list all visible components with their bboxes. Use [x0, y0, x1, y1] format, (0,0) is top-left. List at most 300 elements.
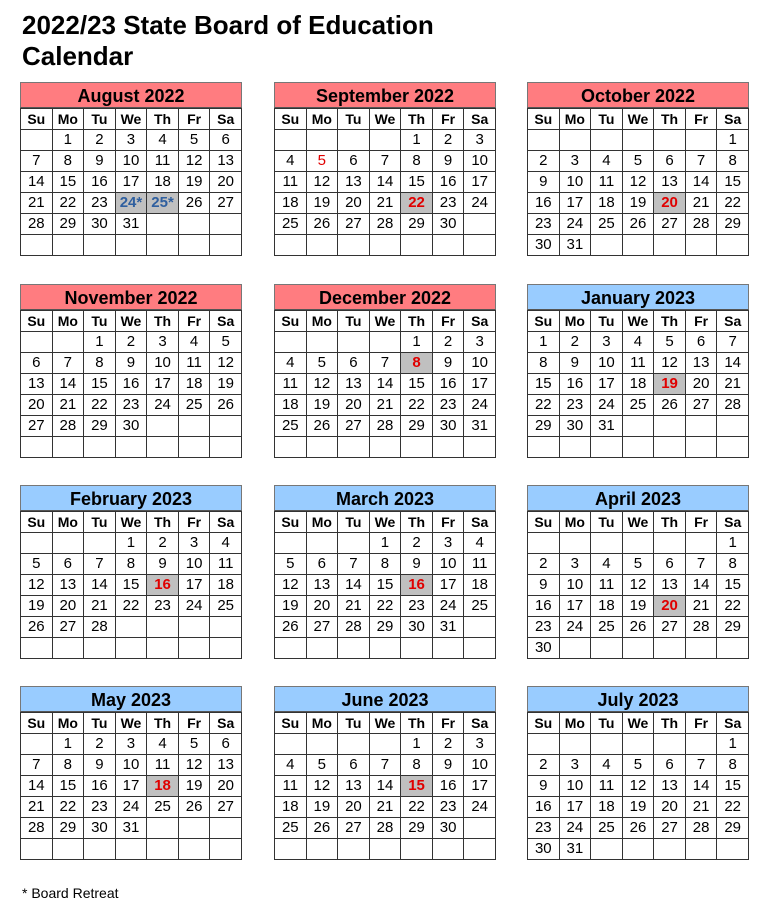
day-cell: 29 — [84, 416, 116, 437]
empty-cell — [528, 130, 560, 151]
empty-cell — [275, 235, 307, 256]
empty-cell — [147, 235, 179, 256]
weekday-label: Sa — [464, 311, 496, 332]
empty-cell — [178, 617, 210, 638]
day-cell: 8 — [717, 755, 749, 776]
day-cell: 9 — [401, 554, 433, 575]
day-cell: 6 — [306, 554, 338, 575]
month-header: September 2022 — [274, 82, 496, 108]
day-cell: 30 — [559, 416, 591, 437]
day-cell: 6 — [52, 554, 84, 575]
day-cell: 24 — [147, 395, 179, 416]
day-cell: 19 — [210, 374, 242, 395]
day-cell: 2 — [559, 332, 591, 353]
day-cell: 15 — [115, 575, 147, 596]
empty-cell — [654, 416, 686, 437]
day-cell: 28 — [369, 818, 401, 839]
day-cell: 23 — [528, 617, 560, 638]
day-cell: 30 — [432, 214, 464, 235]
empty-cell — [210, 416, 242, 437]
empty-cell — [52, 332, 84, 353]
day-cell: 22 — [84, 395, 116, 416]
day-cell: 7 — [21, 151, 53, 172]
day-cell: 21 — [369, 193, 401, 214]
day-cell: 21 — [52, 395, 84, 416]
day-cell: 18 — [210, 575, 242, 596]
month-header: May 2023 — [20, 686, 242, 712]
month-calendar — [20, 82, 242, 256]
empty-cell — [178, 416, 210, 437]
day-cell: 20 — [306, 596, 338, 617]
day-cell: 11 — [178, 353, 210, 374]
day-cell: 4 — [591, 151, 623, 172]
day-cell: 26 — [178, 797, 210, 818]
empty-cell — [685, 437, 717, 458]
day-cell: 27 — [338, 416, 370, 437]
weekday-label: Fr — [685, 311, 717, 332]
empty-cell — [84, 638, 116, 659]
day-cell: 30 — [401, 617, 433, 638]
day-cell: 23 — [432, 193, 464, 214]
day-cell: 28 — [369, 214, 401, 235]
empty-cell — [717, 839, 749, 860]
day-cell: 14 — [717, 353, 749, 374]
day-cell: 8 — [717, 554, 749, 575]
day-cell: 13 — [338, 776, 370, 797]
day-cell: 13 — [654, 575, 686, 596]
empty-cell — [464, 638, 496, 659]
day-cell: 31 — [559, 235, 591, 256]
day-cell: 5 — [21, 554, 53, 575]
day-cell: 17 — [178, 575, 210, 596]
empty-cell — [275, 130, 307, 151]
weekday-label: Su — [275, 512, 307, 533]
day-cell: 16 — [115, 374, 147, 395]
month-calendar — [20, 284, 242, 458]
day-cell: 14 — [84, 575, 116, 596]
day-cell: 22 — [717, 797, 749, 818]
day-cell: 14 — [369, 374, 401, 395]
day-cell: 10 — [464, 353, 496, 374]
day-cell: 8 — [52, 151, 84, 172]
empty-cell — [591, 235, 623, 256]
day-cell: 8 — [717, 151, 749, 172]
day-cell: 6 — [210, 734, 242, 755]
day-cell: 4 — [591, 554, 623, 575]
day-cell: 8 — [52, 755, 84, 776]
day-cell: 17 — [432, 575, 464, 596]
empty-cell — [432, 235, 464, 256]
day-cell: 7 — [52, 353, 84, 374]
day-cell: 22 — [401, 193, 433, 214]
day-cell: 8 — [528, 353, 560, 374]
month-calendar — [527, 284, 749, 458]
weekday-label: Tu — [591, 512, 623, 533]
month-calendar — [527, 485, 749, 659]
day-cell: 29 — [401, 818, 433, 839]
day-cell: 25 — [147, 797, 179, 818]
day-cell: 9 — [559, 353, 591, 374]
day-cell: 30 — [528, 235, 560, 256]
day-cell: 14 — [369, 172, 401, 193]
day-cell: 2 — [432, 130, 464, 151]
day-cell: 21 — [369, 395, 401, 416]
weekday-label: Th — [654, 311, 686, 332]
day-cell: 22 — [52, 797, 84, 818]
day-cell: 31 — [432, 617, 464, 638]
day-cell: 28 — [717, 395, 749, 416]
day-cell: 27 — [52, 617, 84, 638]
day-cell: 29 — [52, 214, 84, 235]
day-cell: 31 — [559, 839, 591, 860]
day-cell: 16 — [147, 575, 179, 596]
day-cell: 8 — [401, 353, 433, 374]
day-cell: 9 — [84, 755, 116, 776]
day-cell: 1 — [717, 734, 749, 755]
weekday-label: Sa — [464, 713, 496, 734]
day-cell: 26 — [622, 818, 654, 839]
day-cell: 17 — [559, 193, 591, 214]
empty-cell — [84, 437, 116, 458]
empty-cell — [401, 437, 433, 458]
day-cell: 2 — [432, 734, 464, 755]
weekday-label: Sa — [464, 109, 496, 130]
day-cell: 10 — [115, 755, 147, 776]
day-cell: 16 — [528, 596, 560, 617]
day-cell: 11 — [210, 554, 242, 575]
empty-cell — [338, 332, 370, 353]
empty-cell — [464, 214, 496, 235]
day-cell: 13 — [52, 575, 84, 596]
empty-cell — [210, 437, 242, 458]
day-cell: 9 — [115, 353, 147, 374]
empty-cell — [338, 437, 370, 458]
day-cell: 27 — [338, 214, 370, 235]
day-cell: 5 — [210, 332, 242, 353]
day-cell: 26 — [178, 193, 210, 214]
day-cell: 25 — [591, 617, 623, 638]
day-cell: 31 — [464, 416, 496, 437]
empty-cell — [622, 533, 654, 554]
empty-cell — [591, 437, 623, 458]
empty-cell — [432, 839, 464, 860]
day-cell: 4 — [622, 332, 654, 353]
day-cell: 5 — [275, 554, 307, 575]
day-cell: 1 — [84, 332, 116, 353]
empty-cell — [369, 235, 401, 256]
day-cell: 26 — [306, 416, 338, 437]
day-cell: 10 — [559, 776, 591, 797]
empty-cell — [622, 130, 654, 151]
weekday-label: Su — [528, 109, 560, 130]
day-cell: 14 — [685, 776, 717, 797]
day-cell: 3 — [464, 734, 496, 755]
weekday-label: Su — [21, 311, 53, 332]
day-cell: 6 — [654, 554, 686, 575]
day-cell: 10 — [559, 172, 591, 193]
day-cell: 13 — [21, 374, 53, 395]
weekday-label: Tu — [338, 109, 370, 130]
empty-cell — [115, 235, 147, 256]
day-cell: 28 — [21, 214, 53, 235]
day-cell: 12 — [622, 172, 654, 193]
day-cell: 15 — [401, 172, 433, 193]
weekday-label: We — [622, 109, 654, 130]
empty-cell — [591, 638, 623, 659]
month-header: July 2023 — [527, 686, 749, 712]
day-cell: 7 — [338, 554, 370, 575]
month-calendar — [20, 485, 242, 659]
day-cell: 24 — [115, 797, 147, 818]
empty-cell — [115, 839, 147, 860]
day-cell: 12 — [622, 776, 654, 797]
month-header: April 2023 — [527, 485, 749, 511]
day-cell: 4 — [147, 734, 179, 755]
empty-cell — [559, 437, 591, 458]
empty-cell — [528, 734, 560, 755]
day-cell: 19 — [622, 596, 654, 617]
day-cell: 20 — [654, 797, 686, 818]
day-cell: 16 — [432, 776, 464, 797]
day-cell: 3 — [559, 151, 591, 172]
day-cell: 20 — [338, 193, 370, 214]
empty-cell — [622, 839, 654, 860]
day-cell: 25 — [591, 214, 623, 235]
empty-cell — [685, 130, 717, 151]
weekday-label: Mo — [306, 311, 338, 332]
weekday-label: Mo — [559, 713, 591, 734]
empty-cell — [591, 130, 623, 151]
empty-cell — [306, 839, 338, 860]
day-cell: 5 — [654, 332, 686, 353]
day-cell: 22 — [52, 193, 84, 214]
day-cell: 14 — [21, 776, 53, 797]
empty-cell — [21, 437, 53, 458]
day-cell: 30 — [432, 818, 464, 839]
empty-cell — [147, 416, 179, 437]
empty-cell — [654, 839, 686, 860]
day-cell: 4 — [147, 130, 179, 151]
day-cell: 6 — [654, 151, 686, 172]
day-cell: 7 — [21, 755, 53, 776]
empty-cell — [622, 638, 654, 659]
day-cell: 28 — [369, 416, 401, 437]
empty-cell — [275, 332, 307, 353]
day-cell: 22 — [717, 596, 749, 617]
empty-cell — [717, 416, 749, 437]
empty-cell — [369, 839, 401, 860]
day-cell: 19 — [622, 797, 654, 818]
weekday-label: Th — [654, 713, 686, 734]
day-cell: 13 — [210, 151, 242, 172]
day-cell: 17 — [591, 374, 623, 395]
day-cell: 22 — [717, 193, 749, 214]
month-calendar — [274, 82, 496, 256]
empty-cell — [306, 638, 338, 659]
day-cell: 27 — [306, 617, 338, 638]
day-cell: 11 — [275, 776, 307, 797]
day-cell: 29 — [717, 617, 749, 638]
day-cell: 28 — [84, 617, 116, 638]
day-cell: 7 — [369, 353, 401, 374]
day-cell: 2 — [147, 533, 179, 554]
day-cell: 1 — [401, 130, 433, 151]
weekday-label: Su — [275, 311, 307, 332]
empty-cell — [654, 638, 686, 659]
weekday-label: Mo — [306, 713, 338, 734]
day-cell: 6 — [210, 130, 242, 151]
day-cell: 24 — [559, 818, 591, 839]
empty-cell — [622, 437, 654, 458]
weekday-label: Mo — [52, 311, 84, 332]
day-cell: 23 — [432, 395, 464, 416]
day-cell: 11 — [275, 374, 307, 395]
weekday-label: Th — [654, 512, 686, 533]
empty-cell — [559, 130, 591, 151]
weekday-label: We — [369, 512, 401, 533]
day-cell: 27 — [654, 214, 686, 235]
empty-cell — [178, 818, 210, 839]
day-cell: 7 — [685, 554, 717, 575]
weekday-label: Mo — [52, 713, 84, 734]
day-cell: 20 — [338, 395, 370, 416]
day-cell: 19 — [306, 395, 338, 416]
day-cell: 18 — [622, 374, 654, 395]
empty-cell — [306, 130, 338, 151]
day-cell: 16 — [559, 374, 591, 395]
month-header: November 2022 — [20, 284, 242, 310]
empty-cell — [622, 734, 654, 755]
day-cell: 2 — [528, 755, 560, 776]
day-cell: 16 — [528, 797, 560, 818]
day-cell: 12 — [622, 575, 654, 596]
empty-cell — [338, 839, 370, 860]
day-cell: 15 — [84, 374, 116, 395]
day-cell: 28 — [685, 617, 717, 638]
month-header: January 2023 — [527, 284, 749, 310]
empty-cell — [622, 416, 654, 437]
day-cell: 27 — [338, 818, 370, 839]
month-header: February 2023 — [20, 485, 242, 511]
day-cell: 29 — [401, 214, 433, 235]
empty-cell — [685, 638, 717, 659]
day-cell: 7 — [84, 554, 116, 575]
day-cell: 12 — [275, 575, 307, 596]
day-cell: 5 — [622, 755, 654, 776]
day-cell: 19 — [306, 797, 338, 818]
day-cell: 3 — [464, 332, 496, 353]
day-cell: 24 — [178, 596, 210, 617]
empty-cell — [178, 235, 210, 256]
day-cell: 14 — [369, 776, 401, 797]
day-cell: 7 — [717, 332, 749, 353]
weekday-label: Fr — [685, 713, 717, 734]
weekday-label: Mo — [306, 109, 338, 130]
day-cell: 4 — [591, 755, 623, 776]
empty-cell — [559, 734, 591, 755]
day-cell: 20 — [52, 596, 84, 617]
day-cell: 20 — [685, 374, 717, 395]
month-header: December 2022 — [274, 284, 496, 310]
day-cell: 18 — [275, 193, 307, 214]
day-cell: 11 — [275, 172, 307, 193]
day-cell: 1 — [717, 533, 749, 554]
weekday-label: Sa — [210, 713, 242, 734]
day-cell: 29 — [369, 617, 401, 638]
day-cell: 8 — [115, 554, 147, 575]
empty-cell — [369, 437, 401, 458]
weekday-label: Fr — [178, 311, 210, 332]
weekday-label: Fr — [178, 713, 210, 734]
day-cell: 6 — [685, 332, 717, 353]
day-cell: 2 — [401, 533, 433, 554]
day-cell: 2 — [528, 151, 560, 172]
empty-cell — [275, 734, 307, 755]
day-cell: 17 — [115, 776, 147, 797]
day-cell: 5 — [306, 353, 338, 374]
day-cell: 7 — [369, 755, 401, 776]
day-cell: 1 — [401, 734, 433, 755]
day-cell: 9 — [528, 172, 560, 193]
empty-cell — [559, 638, 591, 659]
day-cell: 13 — [685, 353, 717, 374]
day-cell: 31 — [591, 416, 623, 437]
day-cell: 5 — [178, 734, 210, 755]
day-cell: 17 — [464, 374, 496, 395]
day-cell: 25* — [147, 193, 179, 214]
day-cell: 19 — [178, 172, 210, 193]
day-cell: 9 — [147, 554, 179, 575]
empty-cell — [464, 437, 496, 458]
day-cell: 30 — [432, 416, 464, 437]
day-cell: 12 — [178, 755, 210, 776]
empty-cell — [369, 332, 401, 353]
day-cell: 18 — [275, 797, 307, 818]
day-cell: 6 — [21, 353, 53, 374]
empty-cell — [210, 638, 242, 659]
empty-cell — [115, 638, 147, 659]
weekday-label: Tu — [84, 311, 116, 332]
weekday-label: Su — [21, 713, 53, 734]
day-cell: 25 — [622, 395, 654, 416]
empty-cell — [115, 617, 147, 638]
day-cell: 10 — [464, 755, 496, 776]
day-cell: 10 — [147, 353, 179, 374]
day-cell: 10 — [115, 151, 147, 172]
day-cell: 2 — [84, 734, 116, 755]
weekday-label: Mo — [306, 512, 338, 533]
day-cell: 29 — [528, 416, 560, 437]
day-cell: 25 — [591, 818, 623, 839]
empty-cell — [685, 734, 717, 755]
day-cell: 10 — [559, 575, 591, 596]
day-cell: 23 — [432, 797, 464, 818]
empty-cell — [147, 617, 179, 638]
weekday-label: Sa — [717, 109, 749, 130]
empty-cell — [685, 235, 717, 256]
weekday-label: Tu — [338, 512, 370, 533]
day-cell: 13 — [210, 755, 242, 776]
day-cell: 12 — [306, 776, 338, 797]
day-cell: 23 — [401, 596, 433, 617]
day-cell: 15 — [52, 172, 84, 193]
day-cell: 17 — [464, 776, 496, 797]
weekday-label: Su — [275, 109, 307, 130]
empty-cell — [52, 638, 84, 659]
day-cell: 5 — [622, 151, 654, 172]
empty-cell — [369, 638, 401, 659]
empty-cell — [21, 638, 53, 659]
